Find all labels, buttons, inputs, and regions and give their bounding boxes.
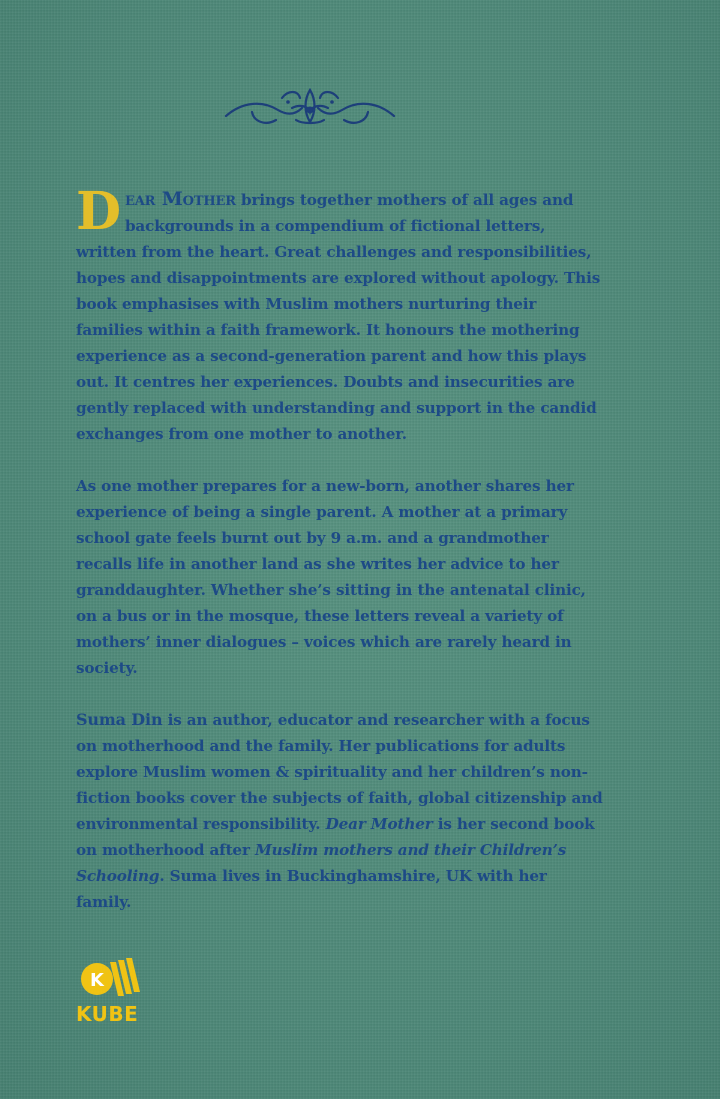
floral-flourish-icon bbox=[222, 82, 398, 134]
book-title-smallcaps: ear Mother bbox=[124, 188, 236, 210]
drop-cap-letter: D bbox=[76, 181, 121, 242]
author-bio bbox=[76, 707, 606, 915]
intro-text: brings together mothers of all ages and backgrounds in a compendium of fictional letters, written from the heart. Great challenges and responsibilities, hopes and disappointments are explored without apology. This book emphasises with Muslim mothers nurturing their families within a faith framework. It honours the mothering experience as a second-generation parent and how this plays out. It centres her experiences. Doubts and insecurities are gently replaced with understanding and support in the candid exchanges from one mother to another. bbox=[76, 191, 601, 443]
blurb-paragraph-mothers: As one mother prepares for a new-born, another shares her experience of being a single parent. A mother at a primary school gate feels burnt out by 9 a.m. and a grandmother recalls life in another land as she writes her advice to her granddaughter. Whether she’s sitting in the antenatal clinic, on a bus or in the mosque, these letters reveal a variety of mothers’ inner dialogues – voices which are rarely heard in society. bbox=[76, 477, 586, 677]
bio-text-3: . Suma lives in Buckinghamshire, UK with her family. bbox=[76, 867, 547, 911]
blurb-paragraph-intro bbox=[76, 181, 606, 447]
publisher-name: KUBE bbox=[76, 1002, 139, 1026]
bio-text-2: is her second book on motherhood after bbox=[76, 815, 595, 859]
kube-logo-mark-icon bbox=[80, 958, 144, 1000]
publisher-logo bbox=[76, 958, 148, 1030]
bio-book-title-1: Dear Mother bbox=[325, 815, 433, 833]
logo-letter: K bbox=[90, 970, 104, 991]
back-cover-blurb bbox=[76, 181, 606, 941]
bio-book-title-2: Muslim mothers and their Children’s Schooling bbox=[76, 841, 567, 885]
author-name: Suma Din bbox=[76, 710, 163, 729]
bio-text-1: is an author, educator and researcher with a focus on motherhood and the family. Her publications for adults explore Muslim women & spirituality and her children’s non-fiction books cover the subjects of faith, global citizenship and environmental responsibility. bbox=[76, 711, 603, 833]
